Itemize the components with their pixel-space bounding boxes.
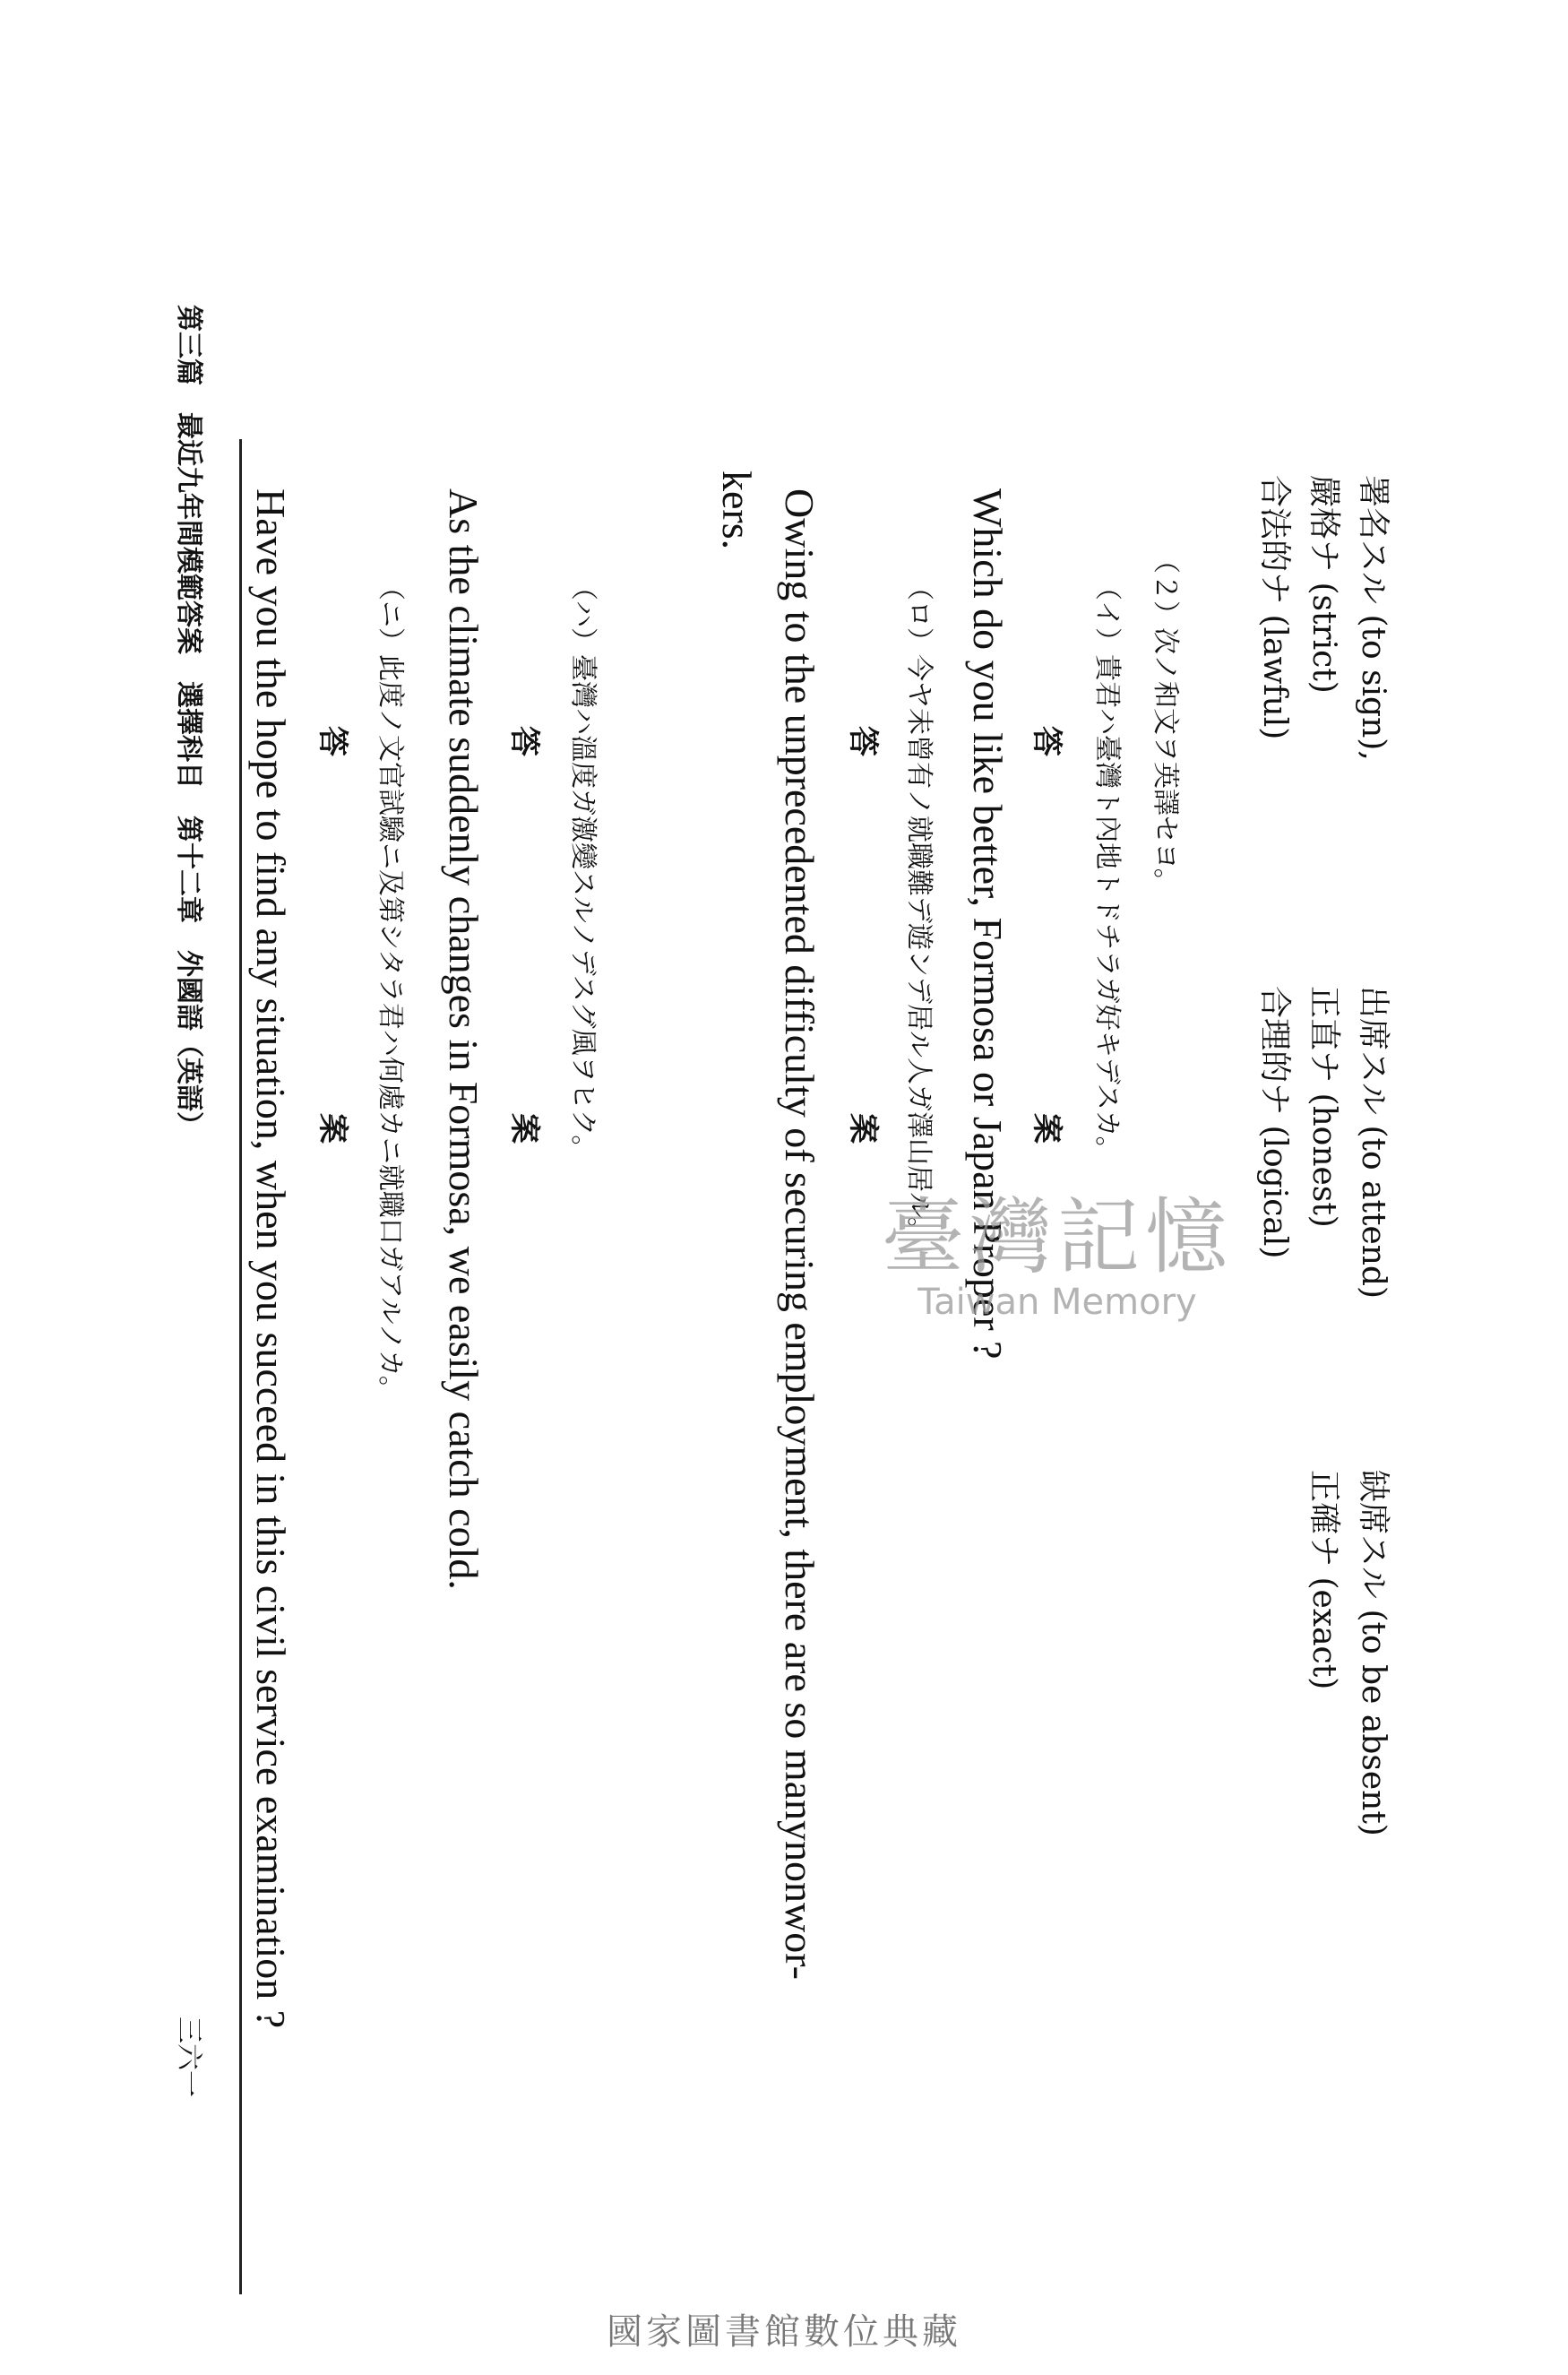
- vocab-row-1-b: 出席スル (to attend): [1355, 986, 1391, 1300]
- header-rule: [239, 439, 242, 2294]
- question-ro: （ロ）今ヤ未曾有ノ就職難デ遊ンデ居ル人ガ澤山居ル。: [903, 574, 935, 1244]
- vocab-row-2-c: 正確ナ (exact): [1305, 1470, 1342, 1690]
- vocab-row-2-a: 嚴格ナ (strict): [1305, 475, 1342, 694]
- answer-label-ha: 答 案: [506, 726, 542, 1242]
- answer-ni-line-1: Have you the hope to find any situation, when you succeed in this civil service examination ?: [248, 488, 294, 2029]
- vocab-row-2-b: 正直ナ (honest): [1305, 986, 1342, 1228]
- page-number: 三六一: [173, 2017, 204, 2097]
- answer-label-ro: 答 案: [845, 726, 881, 1242]
- taiwan-memory-watermark: [806, 1189, 1308, 1324]
- question-i: （イ）貴君ハ臺灣ト內地トドチラガ好キデスカ。: [1091, 574, 1123, 1163]
- watermark-chinese: 臺灣記憶: [881, 1189, 1233, 1285]
- vocab-row-3-a: 合法的ナ (lawful): [1256, 475, 1293, 740]
- answer-label-i: 答 案: [1029, 726, 1064, 1242]
- answer-i-line-1: Which do you like better, Formosa or Japan Proper ?: [965, 488, 1011, 1360]
- vocab-row-1-a: 署名スル (to sign),: [1355, 475, 1391, 761]
- running-title: 第三篇 最近九年間模範答案 選擇科目 第十二章 外國語（英語）: [173, 305, 204, 1138]
- answer-label-ni: 答 案: [314, 726, 350, 1242]
- section-instruction: （２）次ノ和文ヲ英譯セヨ。: [1150, 547, 1181, 895]
- answer-ro-line-2: kers.: [714, 471, 760, 550]
- question-ha: （ハ）臺灣ハ溫度ガ激變スルノデスグ風ヲヒク。: [567, 574, 599, 1162]
- question-ni: （ニ）此度ノ文官試驗ニ及第シタラ君ハ何處カニ就職口ガアルノカ。: [375, 574, 406, 1403]
- answer-ro-line-1: Owing to the unprecedented difficulty of securing employment, there are so manynonwor-: [777, 488, 823, 1980]
- watermark-english: Taiwan Memory: [918, 1282, 1197, 1324]
- vocab-row-3-b: 合理的ナ (logical): [1256, 986, 1293, 1259]
- answer-ha-line-1: As the climate suddenly changes in Formosa, we easily catch cold.: [441, 488, 487, 1590]
- vocab-row-1-c: 缺席スル (to be absent): [1355, 1470, 1391, 1836]
- footer-credit: 國家圖書館數位典藏: [607, 2311, 961, 2353]
